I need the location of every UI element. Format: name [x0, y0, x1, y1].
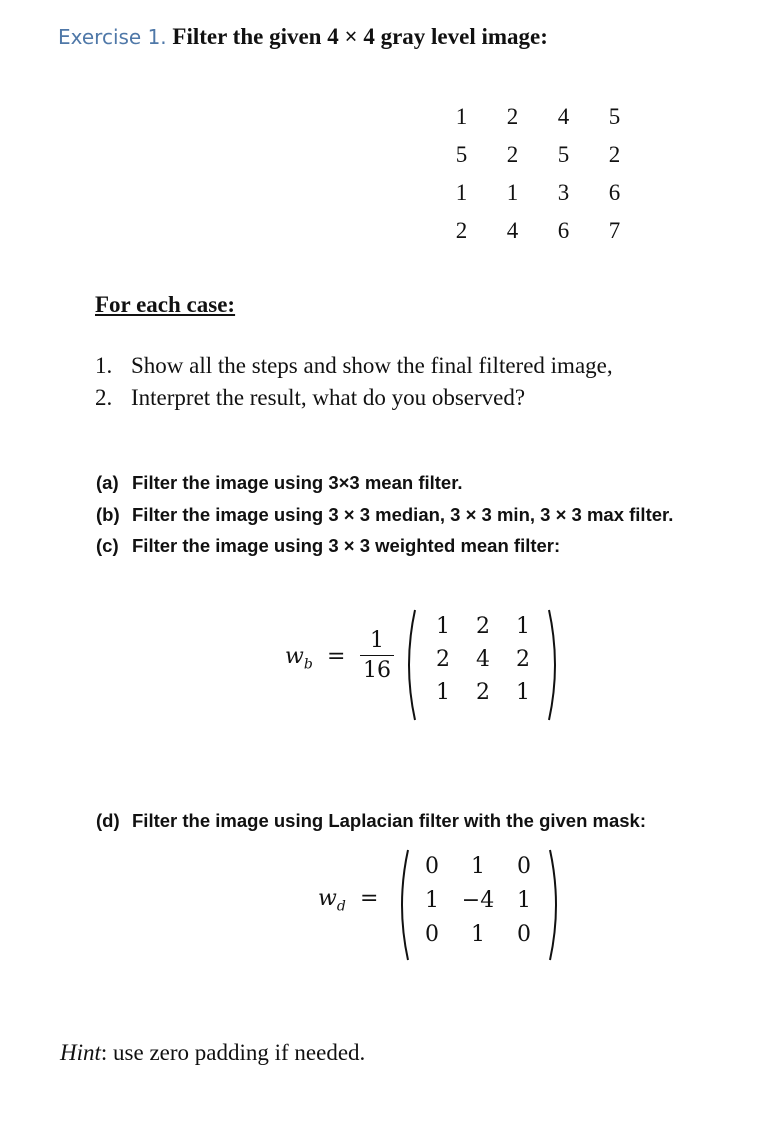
fraction-numerator: 1 — [370, 628, 384, 653]
list-item — [96, 499, 673, 531]
gray-level-image-matrix — [436, 98, 640, 250]
task-label: (d) — [96, 810, 120, 831]
matrix-cell: 0 — [425, 854, 439, 879]
task-text: Filter the image using Laplacian filter with the given mask: — [132, 810, 646, 831]
matrix-cell: 5 — [557, 142, 570, 167]
task-label: (b) — [96, 503, 120, 525]
matrix-cell: 1 — [455, 104, 468, 129]
list-item — [96, 805, 646, 837]
task-label: (c) — [96, 535, 119, 556]
matrix-cell: 6 — [557, 218, 570, 243]
matrix-cell: 2 — [436, 647, 450, 672]
matrix-cell: 5 — [608, 104, 621, 129]
matrix-cell: 5 — [455, 142, 468, 167]
equals-sign: = — [327, 644, 346, 669]
matrix-cell: 2 — [506, 104, 519, 129]
fraction — [357, 628, 397, 683]
hint-label: Hint — [60, 1040, 101, 1065]
matrix-cell: 6 — [608, 180, 621, 205]
matrix-row — [436, 98, 640, 136]
matrix-cell: 4 — [557, 104, 570, 129]
weighted-matrix — [423, 614, 543, 713]
matrix-cell: 1 — [425, 888, 439, 913]
list-item — [96, 467, 673, 499]
matrix-cell: 1 — [455, 180, 468, 205]
fraction-denominator: 16 — [363, 658, 391, 683]
matrix-cell: 4 — [506, 218, 519, 243]
list-item — [96, 530, 673, 562]
right-paren — [548, 848, 564, 962]
matrix-cell: 3 — [557, 180, 570, 205]
task-text: Filter the image using 3×3 mean filter. — [132, 472, 463, 493]
weighted-mean-equation — [285, 600, 585, 725]
for-each-case-heading: For each case: — [95, 292, 236, 317]
step-text: Show all the steps and show the final filtered image, — [131, 353, 613, 378]
hint — [60, 1040, 365, 1066]
list-item — [95, 350, 613, 382]
task-d — [96, 805, 646, 837]
matrix-cell: 1 — [516, 614, 530, 639]
exercise-title-text: Filter the given 4 × 4 gray level image: — [172, 24, 548, 49]
matrix-row — [436, 136, 640, 174]
matrix-cell: 0 — [425, 922, 439, 947]
step-number: 2. — [95, 385, 113, 410]
laplacian-symbol: $w_d$ — [318, 886, 346, 915]
matrix-cell: 2 — [476, 680, 490, 705]
matrix-cell: 2 — [516, 647, 530, 672]
matrix-cell: 1 — [471, 854, 485, 879]
exercise-label: Exercise 1. — [58, 25, 167, 49]
task-text: Filter the image using 3 × 3 weighted mean filter: — [132, 535, 561, 556]
matrix-cell: 0 — [517, 922, 531, 947]
matrix-cell: 1 — [436, 680, 450, 705]
matrix-cell: 1 — [471, 922, 485, 947]
step-number: 1. — [95, 353, 113, 378]
matrix-cell: 1 — [516, 680, 530, 705]
exercise-title — [58, 24, 548, 50]
laplacian-matrix — [414, 854, 542, 956]
matrix-cell: 2 — [476, 614, 490, 639]
weighted-symbol: $w_b$ — [285, 644, 313, 673]
matrix-cell: 0 — [517, 854, 531, 879]
matrix-cell: 1 — [436, 614, 450, 639]
matrix-cell: 2 — [506, 142, 519, 167]
matrix-row — [436, 174, 640, 212]
left-paren — [394, 848, 410, 962]
matrix-cell: 1 — [517, 888, 531, 913]
fraction-bar — [360, 655, 394, 656]
task-label: (a) — [96, 472, 119, 493]
matrix-row — [436, 212, 640, 250]
step-text: Interpret the result, what do you observed? — [131, 385, 526, 410]
tasks-list — [96, 467, 673, 562]
task-text: Filter the image using 3 × 3 median, 3 × 3 min, 3 × 3 max filter. — [132, 503, 674, 525]
right-paren — [547, 608, 563, 722]
list-item — [95, 382, 613, 414]
laplacian-equation — [318, 842, 578, 967]
matrix-cell: 2 — [455, 218, 468, 243]
matrix-cell: −4 — [461, 888, 495, 913]
hint-text: : use zero padding if needed. — [100, 1040, 366, 1065]
equals-sign: = — [360, 886, 379, 911]
matrix-cell: 7 — [608, 218, 621, 243]
matrix-cell: 4 — [476, 647, 490, 672]
steps-list — [95, 350, 613, 414]
left-paren — [401, 608, 417, 722]
matrix-cell: 1 — [506, 180, 519, 205]
matrix-cell: 2 — [608, 142, 621, 167]
